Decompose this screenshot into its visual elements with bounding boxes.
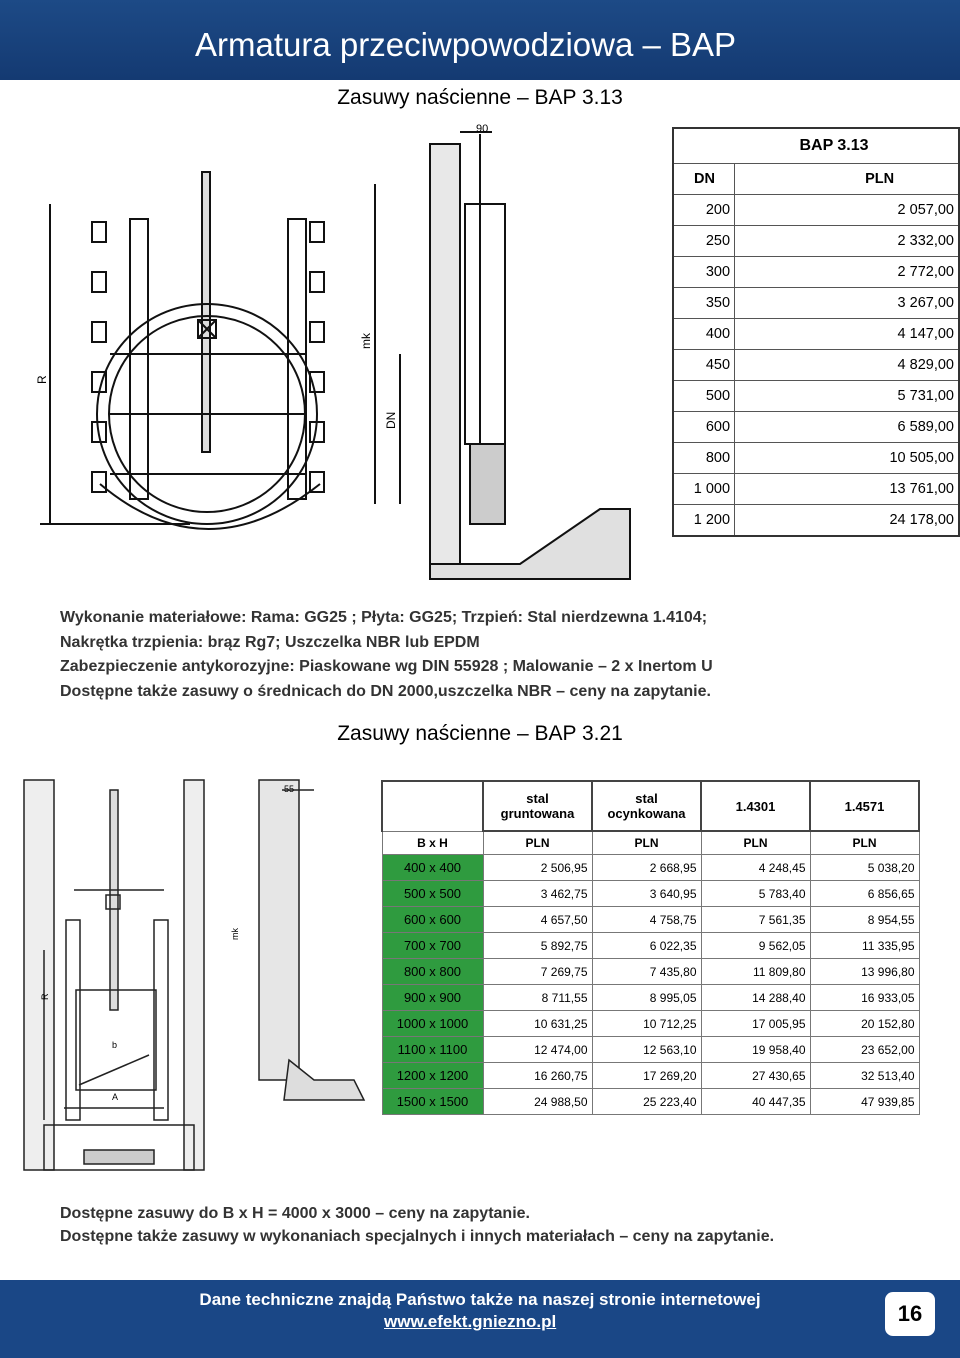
table-row bbox=[673, 474, 959, 505]
dn-cell: 350 bbox=[673, 288, 735, 319]
bap321-drawing bbox=[24, 780, 376, 1172]
website-link[interactable]: www.efekt.gniezno.pl bbox=[384, 1312, 557, 1331]
price-cell: 3 640,95 bbox=[592, 881, 701, 907]
table-row bbox=[382, 1089, 919, 1115]
material-header: stal gruntowana bbox=[483, 781, 592, 831]
header-title: Armatura przeciwpowodziowa – BAP bbox=[195, 26, 737, 63]
price-cell: 47 939,85 bbox=[810, 1089, 919, 1115]
price-cell: 13 761,00 bbox=[735, 474, 959, 505]
price-cell: 17 269,20 bbox=[592, 1063, 701, 1089]
page-number: 16 bbox=[883, 1290, 937, 1338]
price-cell: 4 829,00 bbox=[735, 350, 959, 381]
bap321-dim-a: A bbox=[112, 1092, 119, 1102]
table-row bbox=[382, 1037, 919, 1063]
bap321-price-table bbox=[381, 780, 920, 1115]
price-cell: 11 809,80 bbox=[701, 959, 810, 985]
dn-cell: 250 bbox=[673, 226, 735, 257]
dn-cell: 1 200 bbox=[673, 505, 735, 537]
size-cell: 1100 x 1100 bbox=[382, 1037, 483, 1063]
bap321-dim-r: R bbox=[40, 993, 50, 1000]
size-cell: 1500 x 1500 bbox=[382, 1089, 483, 1115]
bap321-col-pln: PLN bbox=[483, 831, 592, 855]
price-cell: 2 057,00 bbox=[735, 195, 959, 226]
table-row bbox=[673, 288, 959, 319]
table-row bbox=[673, 319, 959, 350]
price-cell: 12 563,10 bbox=[592, 1037, 701, 1063]
dn-cell: 800 bbox=[673, 443, 735, 474]
price-cell: 7 435,80 bbox=[592, 959, 701, 985]
materials-line: Dostępne także zasuwy o średnicach do DN 2000,uszczelka NBR – ceny na zapytanie. bbox=[60, 682, 711, 700]
bap321-col-size: B x H bbox=[382, 831, 483, 855]
price-cell: 12 474,00 bbox=[483, 1037, 592, 1063]
price-cell: 16 260,75 bbox=[483, 1063, 592, 1089]
bap313-drawing bbox=[35, 123, 640, 586]
dn-cell: 450 bbox=[673, 350, 735, 381]
table-row bbox=[382, 985, 919, 1011]
price-cell: 4 147,00 bbox=[735, 319, 959, 350]
price-cell: 4 248,45 bbox=[701, 855, 810, 881]
table-row bbox=[382, 959, 919, 985]
section-title-bap313: Zasuwy naścienne – BAP 3.13 bbox=[337, 86, 623, 109]
table-row bbox=[673, 226, 959, 257]
page-header bbox=[0, 0, 960, 80]
availability-notes bbox=[60, 1202, 774, 1248]
price-cell: 3 462,75 bbox=[483, 881, 592, 907]
bap313-dim-r: R bbox=[35, 375, 49, 384]
price-cell: 11 335,95 bbox=[810, 933, 919, 959]
price-cell: 24 178,00 bbox=[735, 505, 959, 537]
materials-line: Nakrętka trzpienia: brąz Rg7; Uszczelka NBR lub EPDM bbox=[60, 633, 480, 651]
price-cell: 5 783,40 bbox=[701, 881, 810, 907]
price-cell: 6 022,35 bbox=[592, 933, 701, 959]
price-cell: 8 711,55 bbox=[483, 985, 592, 1011]
table-row bbox=[382, 855, 919, 881]
size-cell: 700 x 700 bbox=[382, 933, 483, 959]
price-cell: 10 631,25 bbox=[483, 1011, 592, 1037]
price-cell: 4 758,75 bbox=[592, 907, 701, 933]
table-row bbox=[382, 1011, 919, 1037]
price-cell: 13 996,80 bbox=[810, 959, 919, 985]
bap313-table-title: BAP 3.13 bbox=[673, 128, 959, 164]
price-cell: 7 561,35 bbox=[701, 907, 810, 933]
price-cell: 14 288,40 bbox=[701, 985, 810, 1011]
section-title-bap321: Zasuwy naścienne – BAP 3.21 bbox=[337, 722, 623, 745]
price-cell: 24 988,50 bbox=[483, 1089, 592, 1115]
table-row bbox=[673, 257, 959, 288]
price-cell: 4 657,50 bbox=[483, 907, 592, 933]
table-row bbox=[673, 195, 959, 226]
bap321-dim-55: 55 bbox=[284, 784, 295, 794]
materials-line: Zabezpieczenie antykorozyjne: Piaskowane wg DIN 55928 ; Malowanie – 2 x Inertom U bbox=[60, 658, 713, 675]
bap313-dim-mk: mk bbox=[359, 333, 373, 349]
dn-cell: 400 bbox=[673, 319, 735, 350]
bap313-col-pln: PLN bbox=[735, 164, 959, 195]
size-cell: 1200 x 1200 bbox=[382, 1063, 483, 1089]
materials-line: Wykonanie materiałowe: Rama: GG25 ; Płyta: GG25; Trzpień: Stal nierdzewna 1.4104; bbox=[60, 609, 708, 626]
bap321-col-pln: PLN bbox=[592, 831, 701, 855]
bap321-dim-mk: mk bbox=[230, 928, 240, 940]
price-cell: 32 513,40 bbox=[810, 1063, 919, 1089]
table-row bbox=[673, 505, 959, 537]
note-line: Dostępne zasuwy do B x H = 4000 x 3000 – ceny na zapytanie. bbox=[60, 1205, 530, 1222]
price-cell: 16 933,05 bbox=[810, 985, 919, 1011]
price-cell: 3 267,00 bbox=[735, 288, 959, 319]
dn-cell: 600 bbox=[673, 412, 735, 443]
bap313-dim-dn: DN bbox=[384, 411, 398, 429]
table-row bbox=[382, 1063, 919, 1089]
price-cell: 6 589,00 bbox=[735, 412, 959, 443]
price-cell: 17 005,95 bbox=[701, 1011, 810, 1037]
dn-cell: 500 bbox=[673, 381, 735, 412]
price-cell: 7 269,75 bbox=[483, 959, 592, 985]
price-cell: 2 772,00 bbox=[735, 257, 959, 288]
table-row bbox=[673, 381, 959, 412]
price-cell: 10 712,25 bbox=[592, 1011, 701, 1037]
price-cell: 25 223,40 bbox=[592, 1089, 701, 1115]
price-cell: 6 856,65 bbox=[810, 881, 919, 907]
price-cell: 40 447,35 bbox=[701, 1089, 810, 1115]
material-header: stal ocynkowana bbox=[592, 781, 701, 831]
page-footer bbox=[0, 1280, 960, 1358]
price-cell: 5 892,75 bbox=[483, 933, 592, 959]
bap321-corner-cell bbox=[382, 781, 483, 831]
price-cell: 2 332,00 bbox=[735, 226, 959, 257]
dn-cell: 300 bbox=[673, 257, 735, 288]
bap321-col-pln: PLN bbox=[810, 831, 919, 855]
price-cell: 20 152,80 bbox=[810, 1011, 919, 1037]
price-cell: 10 505,00 bbox=[735, 443, 959, 474]
bap313-col-dn: DN bbox=[673, 164, 735, 195]
price-cell: 2 506,95 bbox=[483, 855, 592, 881]
size-cell: 600 x 600 bbox=[382, 907, 483, 933]
table-row bbox=[673, 350, 959, 381]
price-cell: 5 038,20 bbox=[810, 855, 919, 881]
size-cell: 1000 x 1000 bbox=[382, 1011, 483, 1037]
price-cell: 23 652,00 bbox=[810, 1037, 919, 1063]
dn-cell: 200 bbox=[673, 195, 735, 226]
bap321-dim-b: b bbox=[112, 1040, 118, 1050]
price-cell: 27 430,65 bbox=[701, 1063, 810, 1089]
size-cell: 400 x 400 bbox=[382, 855, 483, 881]
bap321-col-pln: PLN bbox=[701, 831, 810, 855]
bap313-price-table bbox=[672, 127, 960, 537]
table-row bbox=[382, 881, 919, 907]
table-row bbox=[673, 412, 959, 443]
material-header: 1.4571 bbox=[810, 781, 919, 831]
price-cell: 8 954,55 bbox=[810, 907, 919, 933]
size-cell: 500 x 500 bbox=[382, 881, 483, 907]
dn-cell: 1 000 bbox=[673, 474, 735, 505]
footer-text: Dane techniczne znajdą Państwo także na naszej stronie internetowej bbox=[199, 1290, 761, 1309]
price-cell: 19 958,40 bbox=[701, 1037, 810, 1063]
table-row bbox=[673, 443, 959, 474]
table-row bbox=[382, 933, 919, 959]
price-cell: 8 995,05 bbox=[592, 985, 701, 1011]
size-cell: 800 x 800 bbox=[382, 959, 483, 985]
price-cell: 2 668,95 bbox=[592, 855, 701, 881]
note-line: Dostępne także zasuwy w wykonaniach specjalnych i innych materiałach – ceny na zapytanie. bbox=[60, 1228, 775, 1245]
size-cell: 900 x 900 bbox=[382, 985, 483, 1011]
material-header: 1.4301 bbox=[701, 781, 810, 831]
price-cell: 9 562,05 bbox=[701, 933, 810, 959]
price-cell: 5 731,00 bbox=[735, 381, 959, 412]
table-row bbox=[382, 907, 919, 933]
materials-description bbox=[60, 606, 713, 704]
bap313-dim-90: 90 bbox=[476, 123, 489, 135]
